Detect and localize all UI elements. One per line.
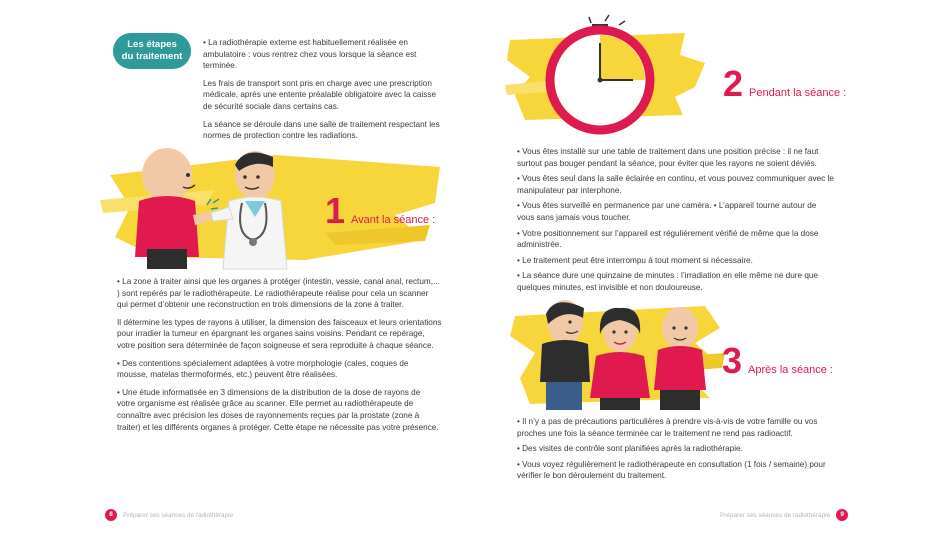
body-line: • Le traitement peut être interrompu à tout moment si nécessaire.	[517, 255, 753, 265]
right-footer-text: Préparer ses séances de radiothérapie	[720, 511, 831, 519]
page-number-9: 9	[836, 509, 848, 521]
steps-badge	[113, 33, 191, 69]
body-line: manipulateur par interphone.	[517, 185, 622, 195]
section-3-body	[517, 416, 877, 482]
section-1-title: Avant la séance :	[351, 214, 436, 226]
body-line: • Votre positionnement sur l’appareil est régulièrement vérifié de même que la dose	[517, 228, 819, 238]
badge-line-2: du traitement	[121, 51, 183, 62]
intro-line: terminée.	[203, 61, 238, 71]
body-line: vous sans jamais vous toucher.	[517, 212, 631, 222]
intro-line: Les frais de transport sont pris en charge avec une prescription	[203, 78, 432, 88]
body-line: mousse, matelas thermoformés, etc.) peuvent être réalisées.	[117, 370, 338, 380]
body-line: • Vous êtes seul dans la salle éclairée en continu, et vous pouvez communiquer avec le	[517, 174, 834, 184]
body-line: votre position sera déterminée de façon soigneuse et sera reproduite à chaque séance.	[117, 340, 434, 350]
section-1-number: 1	[325, 190, 346, 231]
section-2-heading	[723, 63, 847, 104]
body-line: proches une fois la séance terminée car le traitement ne rend pas radioactif.	[517, 428, 793, 438]
body-line: connaître avec précision les doses de rayonnements reçues par la prostate (zone à	[117, 410, 420, 420]
body-line: • La zone à traiter ainsi que les organes à protéger (intestin, vessie, canal anal, rectum,...	[117, 277, 440, 286]
body-line: • Vous voyez régulièrement le radiothérapeute en consultation (1 fois / semaine) pour	[517, 459, 826, 469]
right-page	[475, 0, 950, 550]
body-line: pour irradier la tumeur en épargnant les organes sains voisins. Pendant ce repérage,	[117, 329, 425, 339]
section-2-title: Pendant la séance :	[749, 87, 847, 99]
intro-line: ambulatoire : vous rentrez chez vous lorsque la séance est	[203, 49, 417, 59]
body-line: traiter) et les différents organes à protéger. Cette étape ne nécessite pas votre présence.	[117, 422, 439, 432]
intro-text	[203, 37, 453, 142]
section-3-title: Après la séance :	[748, 364, 834, 376]
intro-line: normes de protection contre les radiations.	[203, 131, 358, 141]
body-line: qui permet d’obtenir une reconstruction en trois dimensions de la zone à traiter.	[117, 300, 404, 310]
body-line: • Des contentions spécialement adaptées à votre morphologie (cales, coques de	[117, 358, 409, 368]
section-2-number: 2	[723, 63, 744, 104]
body-line: vérifier le bon déroulement du traitement.	[517, 471, 667, 481]
badge-line-1: Les étapes	[127, 39, 177, 50]
body-line: ) sont repérés par le radiothérapeute. Le radiothérapeute réalise pour cela un scanner	[117, 288, 429, 298]
body-line: • La séance dure une quinzaine de minutes : l’irradiation en elle même ne dure que	[517, 271, 818, 281]
intro-line: de sécurité sociale dans certains cas.	[203, 101, 340, 111]
body-line: votre organisme est réalisée grâce au scanner. Elle permet au radiothérapeute de	[117, 399, 414, 409]
right-footer	[720, 509, 848, 521]
section-1-heading	[325, 190, 436, 231]
section-2-body	[517, 146, 867, 294]
left-footer	[105, 509, 233, 521]
body-line: • Une étude informatisée en 3 dimensions de la distribution de la dose de rayons de	[117, 387, 421, 397]
section-1-body	[117, 276, 462, 433]
section-3-number: 3	[722, 340, 743, 381]
body-line: • Vous êtes installé sur une table de traitement dans une position précise : il ne faut	[517, 147, 819, 156]
body-line: surtout pas bouger pendant la séance, pour éviter que les rayons ne soient déviés.	[517, 158, 817, 168]
body-line: quelques minutes, est invisible et non douloureuse.	[517, 282, 703, 292]
family-illustration	[510, 298, 730, 410]
left-footer-text: Préparer ses séances de radiothérapie	[123, 511, 234, 519]
body-line: • Il n’y a pas de précautions particulières à prendre vis-à-vis de votre famille ou vos	[517, 417, 818, 426]
intro-line: médicale, après une entente préalable obligatoire avec la caisse	[203, 90, 437, 100]
intro-line: • La radiothérapie externe est habituellement réalisée en	[203, 38, 408, 47]
body-line: • Vous êtes surveillé en permanence par une caméra. • L’appareil tourne autour de	[517, 201, 817, 211]
body-line: • Des visites de contrôle sont planifiées après la radiothérapie.	[517, 444, 743, 454]
intro-line: La séance se déroule dans une salle de traitement respectant les	[203, 119, 440, 129]
body-line: Il détermine les types de rayons à utiliser, la dimension des faisceaux et leurs orientations	[117, 317, 442, 327]
section-3-heading	[722, 340, 834, 381]
page-number-8: 8	[105, 509, 117, 521]
clock-illustration	[505, 15, 715, 145]
body-line: administrée.	[517, 240, 562, 250]
